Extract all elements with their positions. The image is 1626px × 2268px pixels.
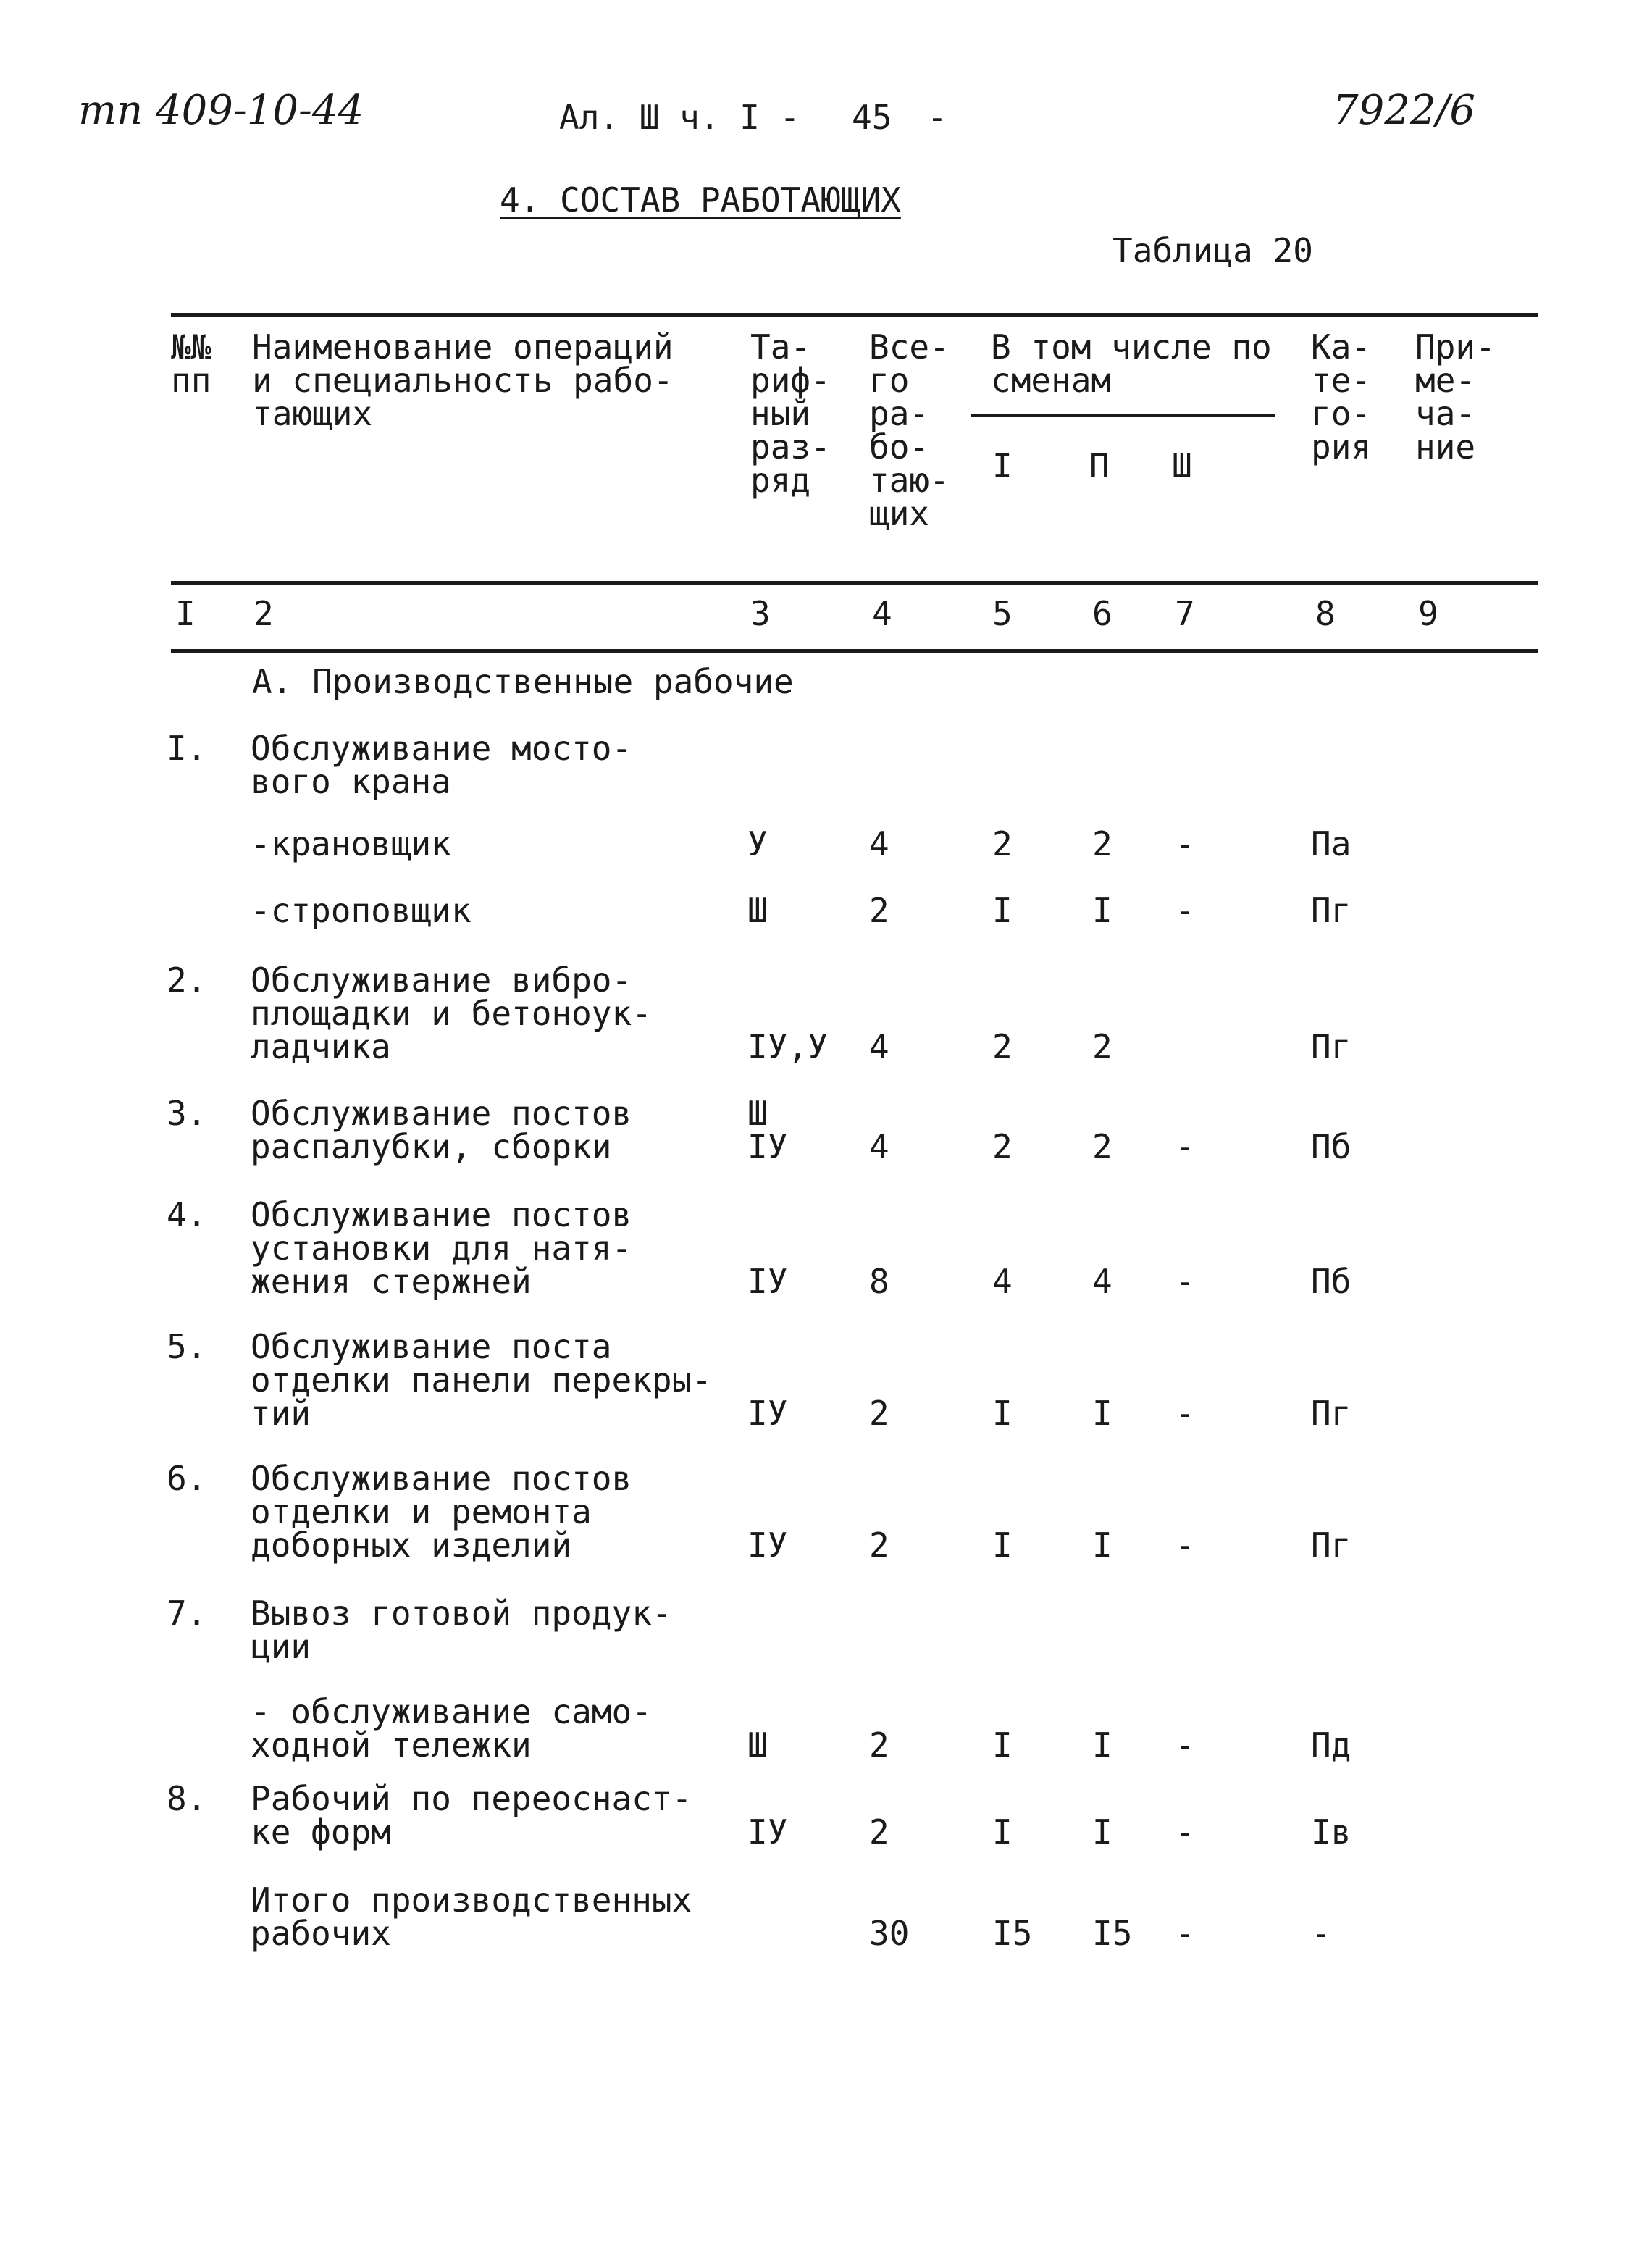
row-shift-1: 4 xyxy=(992,1262,1013,1301)
row-name: Обслуживание мосто- вого крана xyxy=(251,729,632,801)
row-number: I. xyxy=(167,729,207,768)
row-name: Обслуживание вибро- площадки и бетоноук- ладчика xyxy=(251,961,652,1066)
shifts-subheader-rule xyxy=(971,414,1275,417)
colnum-3: 3 xyxy=(750,594,771,633)
header-name: Наименование операций и специальность рабо- тающих xyxy=(252,327,674,433)
row-shift-1: I xyxy=(992,1394,1013,1433)
row-grade: IУ xyxy=(747,1262,788,1301)
row-grade: Ш IУ xyxy=(747,1094,788,1166)
row-number: 4. xyxy=(167,1195,207,1234)
row-total: 2 xyxy=(869,1725,889,1765)
row-shift-1: I xyxy=(992,891,1013,930)
row-total: 4 xyxy=(869,824,889,863)
row-shift-2: 2 xyxy=(1092,1027,1112,1066)
header-shift-1: I xyxy=(992,446,1013,485)
doc-code: тп 409-10-44 xyxy=(78,87,364,134)
row-category: Па xyxy=(1311,824,1351,863)
row-name: Обслуживание поста отделки панели перекры- тий xyxy=(251,1327,712,1433)
row-total: 2 xyxy=(869,1394,889,1433)
row-grade: IУ,У xyxy=(747,1027,828,1066)
row-grade: У xyxy=(747,824,768,863)
sheet-code: 7922/6 xyxy=(1333,87,1476,134)
row-name: Обслуживание постов отделки и ремонта доборных изделий xyxy=(251,1459,632,1565)
row-shift-2: I xyxy=(1092,1526,1112,1565)
header-grade: Та- риф- ный раз- ряд xyxy=(750,327,831,500)
row-number: 3. xyxy=(167,1094,207,1133)
colnum-7: 7 xyxy=(1175,594,1195,633)
colnum-5: 5 xyxy=(992,594,1013,633)
row-shift-2: I xyxy=(1092,1394,1112,1433)
row-shift-3: - xyxy=(1175,1812,1195,1851)
page-number: 45 xyxy=(852,98,892,137)
header-note: При- ме- ча- ние xyxy=(1415,327,1496,466)
row-number: 7. xyxy=(167,1594,207,1633)
header-shifts-group: В том числе по сменам xyxy=(991,327,1272,400)
row-shift-1: I xyxy=(992,1812,1013,1851)
row-shift-1: I xyxy=(992,1526,1013,1565)
colnum-4: 4 xyxy=(872,594,892,633)
header-bottom-rule xyxy=(171,581,1538,585)
row-shift-3: - xyxy=(1175,1262,1195,1301)
row-total: 30 xyxy=(869,1914,910,1953)
row-category: Пг xyxy=(1311,891,1351,930)
row-shift-2: 4 xyxy=(1092,1262,1112,1301)
row-name: Обслуживание постов распалубки, сборки xyxy=(251,1094,632,1166)
row-number: 8. xyxy=(167,1779,207,1818)
header-shift-2: П xyxy=(1089,446,1110,485)
row-shift-1: 2 xyxy=(992,824,1013,863)
row-total: 2 xyxy=(869,891,889,930)
row-grade: IУ xyxy=(747,1526,788,1565)
row-name: -крановщик xyxy=(251,824,451,863)
row-shift-3: - xyxy=(1175,1127,1195,1166)
row-shift-1: I5 xyxy=(992,1914,1033,1953)
row-shift-3: - xyxy=(1175,824,1195,863)
row-number: 2. xyxy=(167,961,207,1000)
row-shift-2: I xyxy=(1092,1725,1112,1765)
row-grade: Ш xyxy=(747,1725,768,1765)
row-number: 5. xyxy=(167,1327,207,1366)
row-total: 4 xyxy=(869,1027,889,1066)
row-grade: Ш xyxy=(747,891,768,930)
row-shift-2: I5 xyxy=(1092,1914,1133,1953)
row-shift-3: - xyxy=(1175,1914,1195,1953)
row-shift-3: - xyxy=(1175,891,1195,930)
row-name: Рабочий по переоснаст- ке форм xyxy=(251,1779,692,1851)
row-name: Обслуживание постов установки для натя- жения стержней xyxy=(251,1195,632,1301)
row-shift-3: - xyxy=(1175,1394,1195,1433)
row-category: Iв xyxy=(1311,1812,1351,1851)
section-title: 4. СОСТАВ РАБОТАЮЩИХ xyxy=(500,180,901,219)
album-ref: Ал. Ш ч. I - xyxy=(559,98,800,137)
row-shift-2: 2 xyxy=(1092,1127,1112,1166)
row-shift-1: 2 xyxy=(992,1027,1013,1066)
row-shift-3: - xyxy=(1175,1526,1195,1565)
row-shift-2: 2 xyxy=(1092,824,1112,863)
row-name: - обслуживание само- ходной тележки xyxy=(251,1692,652,1765)
column-numbers-rule xyxy=(171,649,1538,653)
colnum-2: 2 xyxy=(253,594,274,633)
row-shift-2: I xyxy=(1092,891,1112,930)
row-name: -строповщик xyxy=(251,891,472,930)
row-shift-2: I xyxy=(1092,1812,1112,1851)
header-shift-3: Ш xyxy=(1172,446,1192,485)
colnum-1: I xyxy=(175,594,196,633)
header-category: Ка- те- го- рия xyxy=(1311,327,1372,466)
row-grade: IУ xyxy=(747,1394,788,1433)
header-total: Все- го ра- бо- таю- щих xyxy=(869,327,950,533)
row-category: Пг xyxy=(1311,1027,1351,1066)
section-a-heading: А. Производственные рабочие xyxy=(252,662,794,701)
row-category: Пб xyxy=(1311,1127,1351,1166)
colnum-9: 9 xyxy=(1418,594,1438,633)
colnum-6: 6 xyxy=(1092,594,1112,633)
colnum-8: 8 xyxy=(1315,594,1336,633)
row-category: Пб xyxy=(1311,1262,1351,1301)
table-top-rule xyxy=(171,313,1538,317)
row-category: Пг xyxy=(1311,1526,1351,1565)
row-name: Итого производственных рабочих xyxy=(251,1880,692,1953)
page-number-dash: - xyxy=(927,98,947,137)
row-name: Вывоз готовой продук- ции xyxy=(251,1594,672,1666)
row-category: Пг xyxy=(1311,1394,1351,1433)
row-shift-1: I xyxy=(992,1725,1013,1765)
table-label: Таблица 20 xyxy=(1112,231,1313,270)
row-category: Пд xyxy=(1311,1725,1351,1765)
row-total: 4 xyxy=(869,1127,889,1166)
row-number: 6. xyxy=(167,1459,207,1498)
row-shift-1: 2 xyxy=(992,1127,1013,1166)
row-total: 2 xyxy=(869,1526,889,1565)
header-num: №№ пп xyxy=(171,327,211,400)
row-category: - xyxy=(1311,1914,1331,1953)
row-shift-3: - xyxy=(1175,1725,1195,1765)
row-grade: IУ xyxy=(747,1812,788,1851)
row-total: 8 xyxy=(869,1262,889,1301)
row-total: 2 xyxy=(869,1812,889,1851)
